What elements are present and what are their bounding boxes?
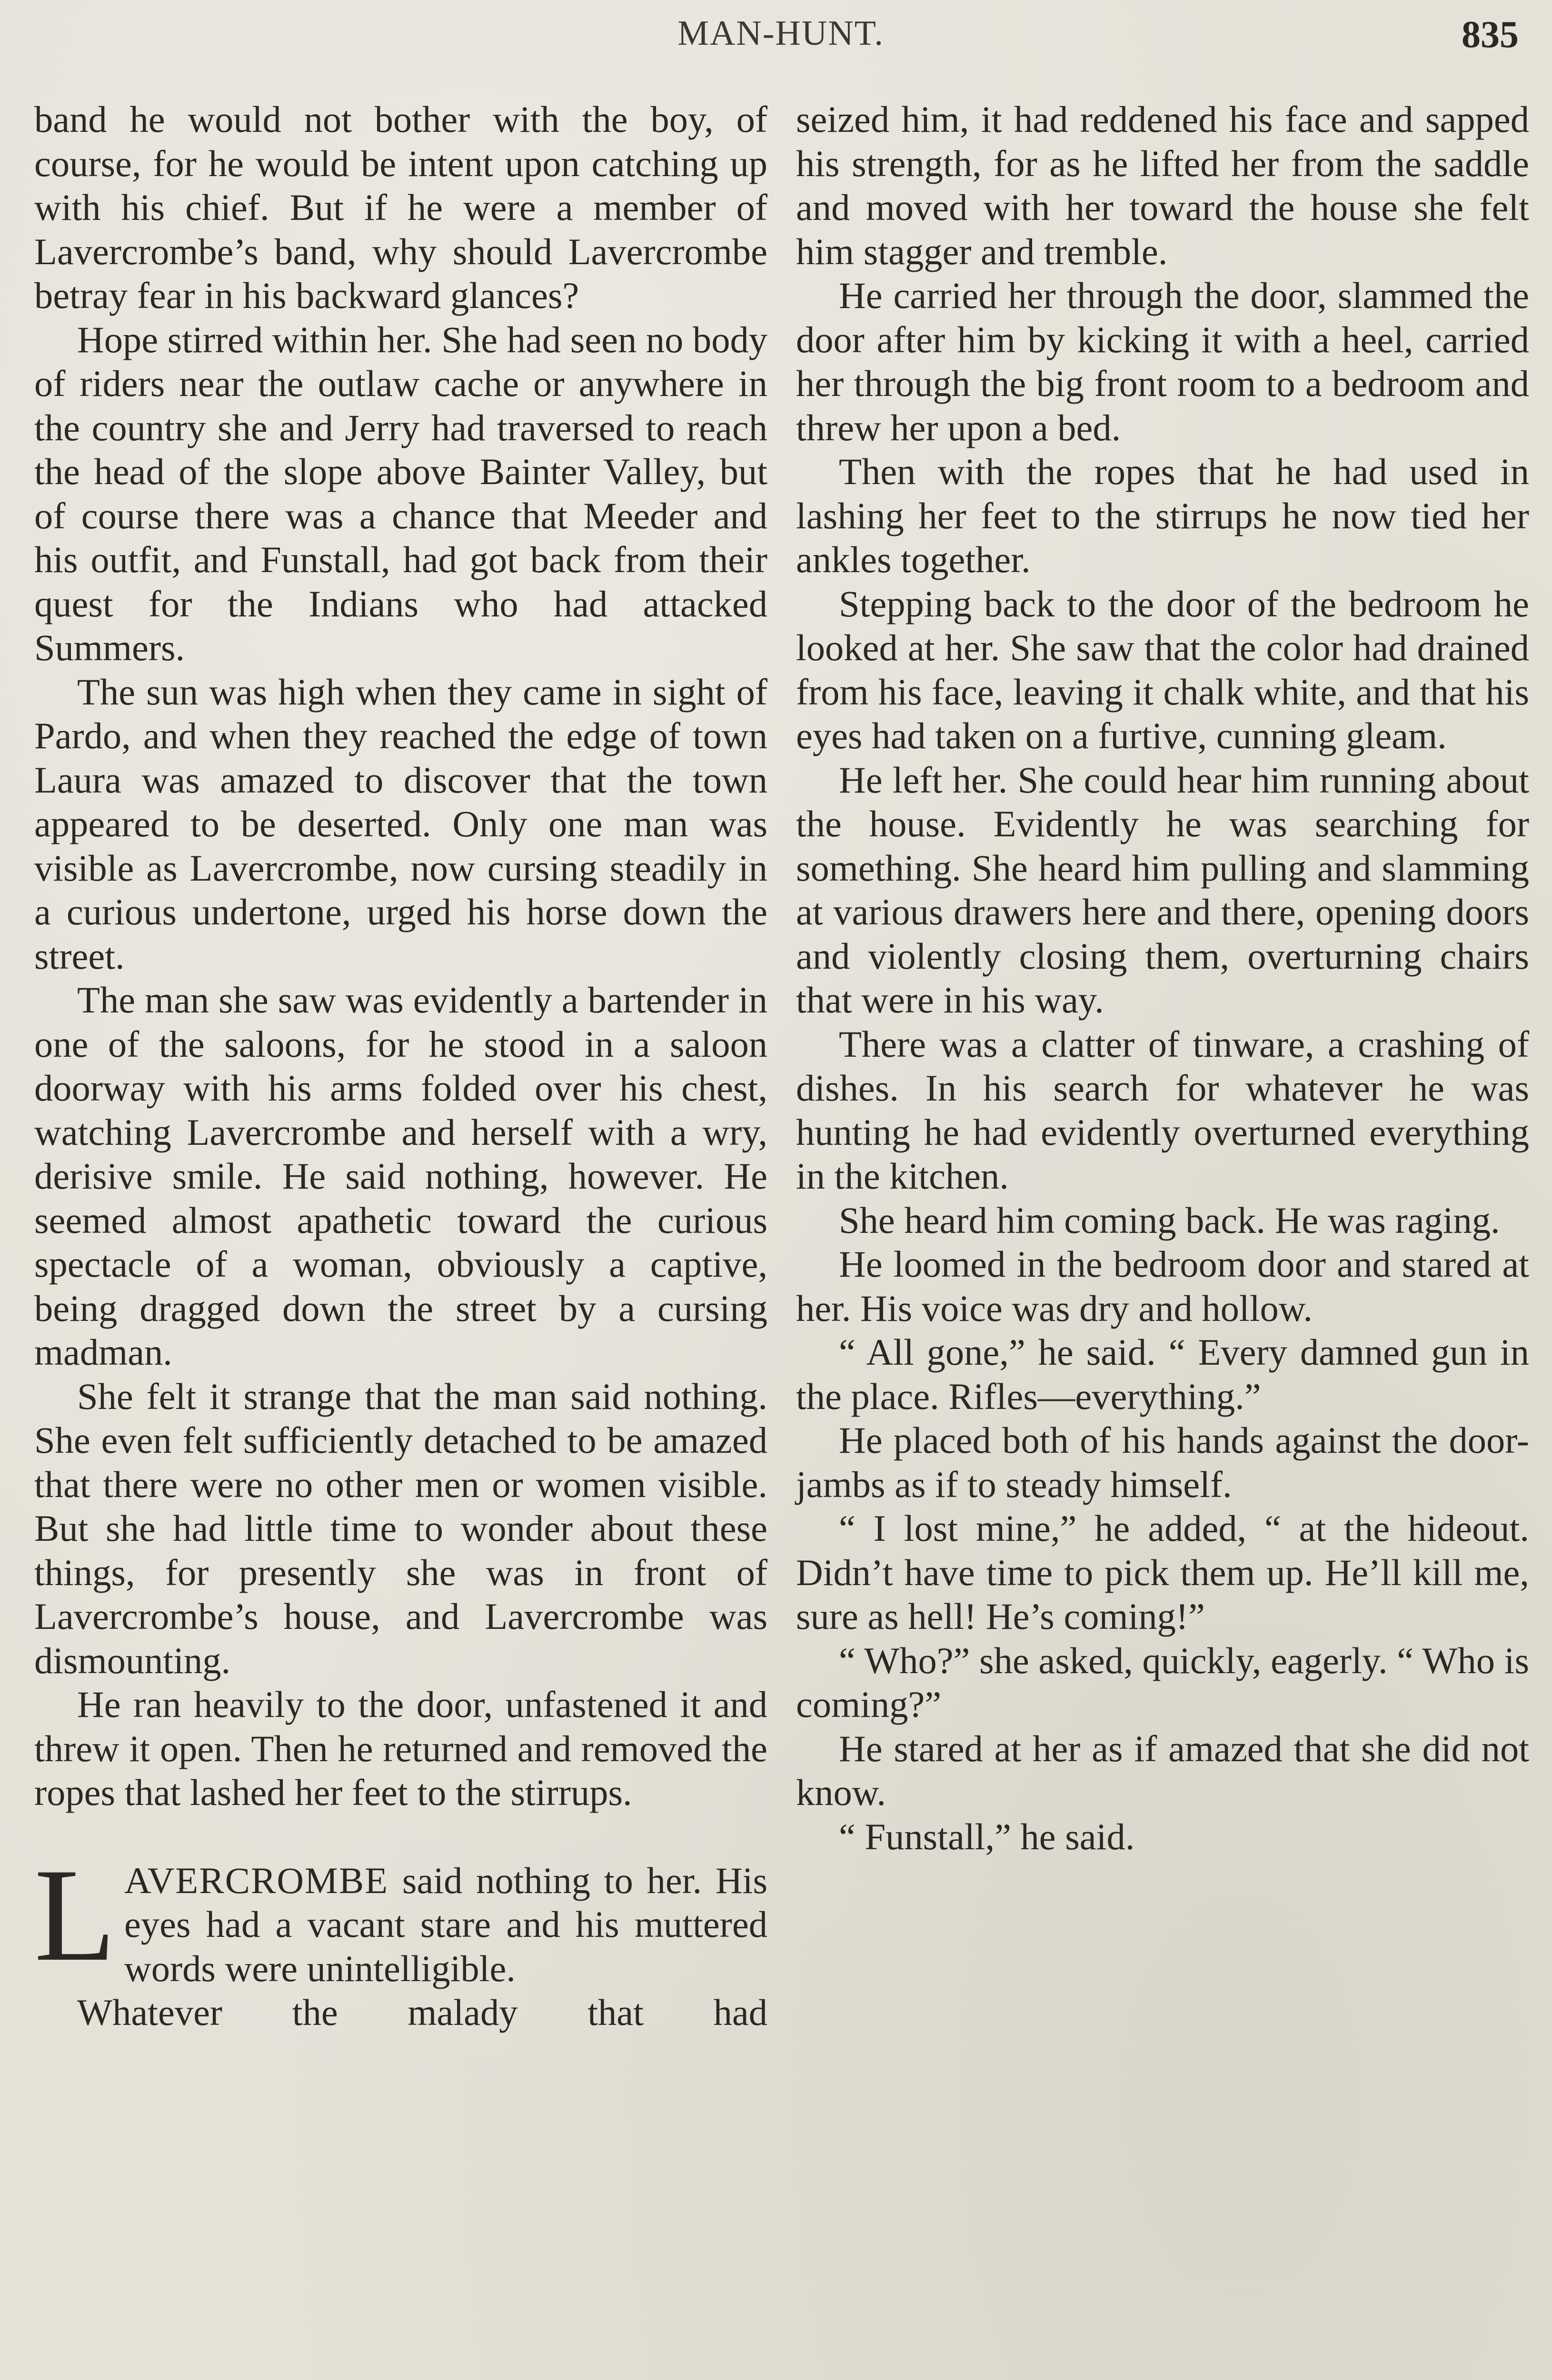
- paragraph: seized him, it had reddened his face and sapped his strength, for as he lifted her from the saddle and moved with her toward the house she felt him stagger and tremble.: [796, 99, 1529, 272]
- dialogue-paragraph: “ All gone,” he said. “ Every damned gun in the place. Rifles—everything.”: [796, 1331, 1529, 1417]
- paragraph: He left her. She could hear him running about the house. Evidently he was searching for something. She heard him pulling and slamming at various drawers here and there, opening doors and violently closing them, overturning chairs that were in his way.: [796, 759, 1529, 1021]
- smallcaps-word: AVERCROMBE: [124, 1859, 389, 1901]
- dialogue-paragraph: “ I lost mine,” he added, “ at the hideout. Didn’t have time to pick them up. He’ll kill me, sure as hell! He’s coming!”: [796, 1507, 1529, 1637]
- paragraph: Whatever the malady that had: [77, 1992, 767, 2033]
- left-column: [34, 98, 767, 2035]
- running-head: [0, 13, 1552, 70]
- paragraph-text: said nothing to her. His eyes had a vacant stare and his muttered words were unintelligible.: [124, 1859, 767, 1989]
- paragraph: He placed both of his hands against the door-jambs as if to steady himself.: [796, 1419, 1529, 1505]
- paragraph: The man she saw was evidently a bartender in one of the saloons, for he stood in a saloon doorway with his arms folded over his chest, watching Lavercrombe and herself with a wry, derisive smile. He said nothing, however. He seemed almost apathetic toward the curious spectacle of a woman, obviously a captive, being dragged down the street by a cursing madman.: [34, 979, 767, 1373]
- paragraph: There was a clatter of tinware, a crashing of dishes. In his search for whatever he was hunting he had evidently overturned everything in the kitchen.: [796, 1023, 1529, 1197]
- paragraph: The sun was high when they came in sight of Pardo, and when they reached the edge of town Laura was amazed to discover that the town appeared to be deserted. Only one man was visible as Lavercrombe, now cursing steadily in a curious undertone, urged his horse down the street.: [34, 671, 767, 977]
- section-break: [34, 1815, 767, 1859]
- paragraph: He loomed in the bedroom door and stared at her. His voice was dry and hollow.: [796, 1243, 1529, 1329]
- right-column: [796, 98, 1529, 1859]
- paragraph: Hope stirred within her. She had seen no body of riders near the outlaw cache or anywhere in the country she and Jerry had traversed to reach the head of the slope above Bainter Valley, but of course there was a chance that Meeder and his outfit, and Funstall, had got back from their quest for the Indians who had attacked Summers.: [34, 318, 767, 668]
- dialogue-paragraph: “ Who?” she asked, quickly, eagerly. “ Who is coming?”: [796, 1639, 1529, 1725]
- paragraph: She felt it strange that the man said nothing. She even felt sufficiently detached to be amazed that there were no other men or women visible. But she had little time to wonder about these things, for presently she was in front of Lavercrombe’s house, and Lavercrombe was dismounting.: [34, 1375, 767, 1681]
- paragraph: He carried her through the door, slammed the door after him by kicking it with a heel, carried her through the big front room to a bedroom and threw her upon a bed.: [796, 275, 1529, 448]
- dialogue-paragraph: “ Funstall,” he said.: [839, 1815, 1135, 1857]
- paragraph: Then with the ropes that he had used in lashing her feet to the stirrups he now tied her ankles together.: [796, 451, 1529, 580]
- page-number: 835: [1462, 14, 1519, 56]
- dropcap-paragraph: [34, 1840, 767, 1991]
- paragraph: He ran heavily to the door, unfastened it and threw it open. Then he returned and removed the ropes that lashed her feet to the stirrups.: [34, 1684, 767, 1813]
- paragraph: She heard him coming back. He was raging.: [839, 1199, 1500, 1241]
- drop-cap: L: [34, 1840, 116, 1989]
- paragraph: Stepping back to the door of the bedroom he looked at her. She saw that the color had drained from his face, leaving it chalk white, and that his eyes had taken on a furtive, cunning gleam.: [796, 583, 1529, 756]
- paragraph: He stared at her as if amazed that she did not know.: [796, 1727, 1529, 1813]
- paragraph: band he would not bother with the boy, of course, for he would be intent upon catching up with his chief. But if he were a member of Lavercrombe’s band, why should Lavercrombe betray fear in his backward glances?: [34, 99, 767, 316]
- running-title: MAN-HUNT.: [677, 14, 884, 53]
